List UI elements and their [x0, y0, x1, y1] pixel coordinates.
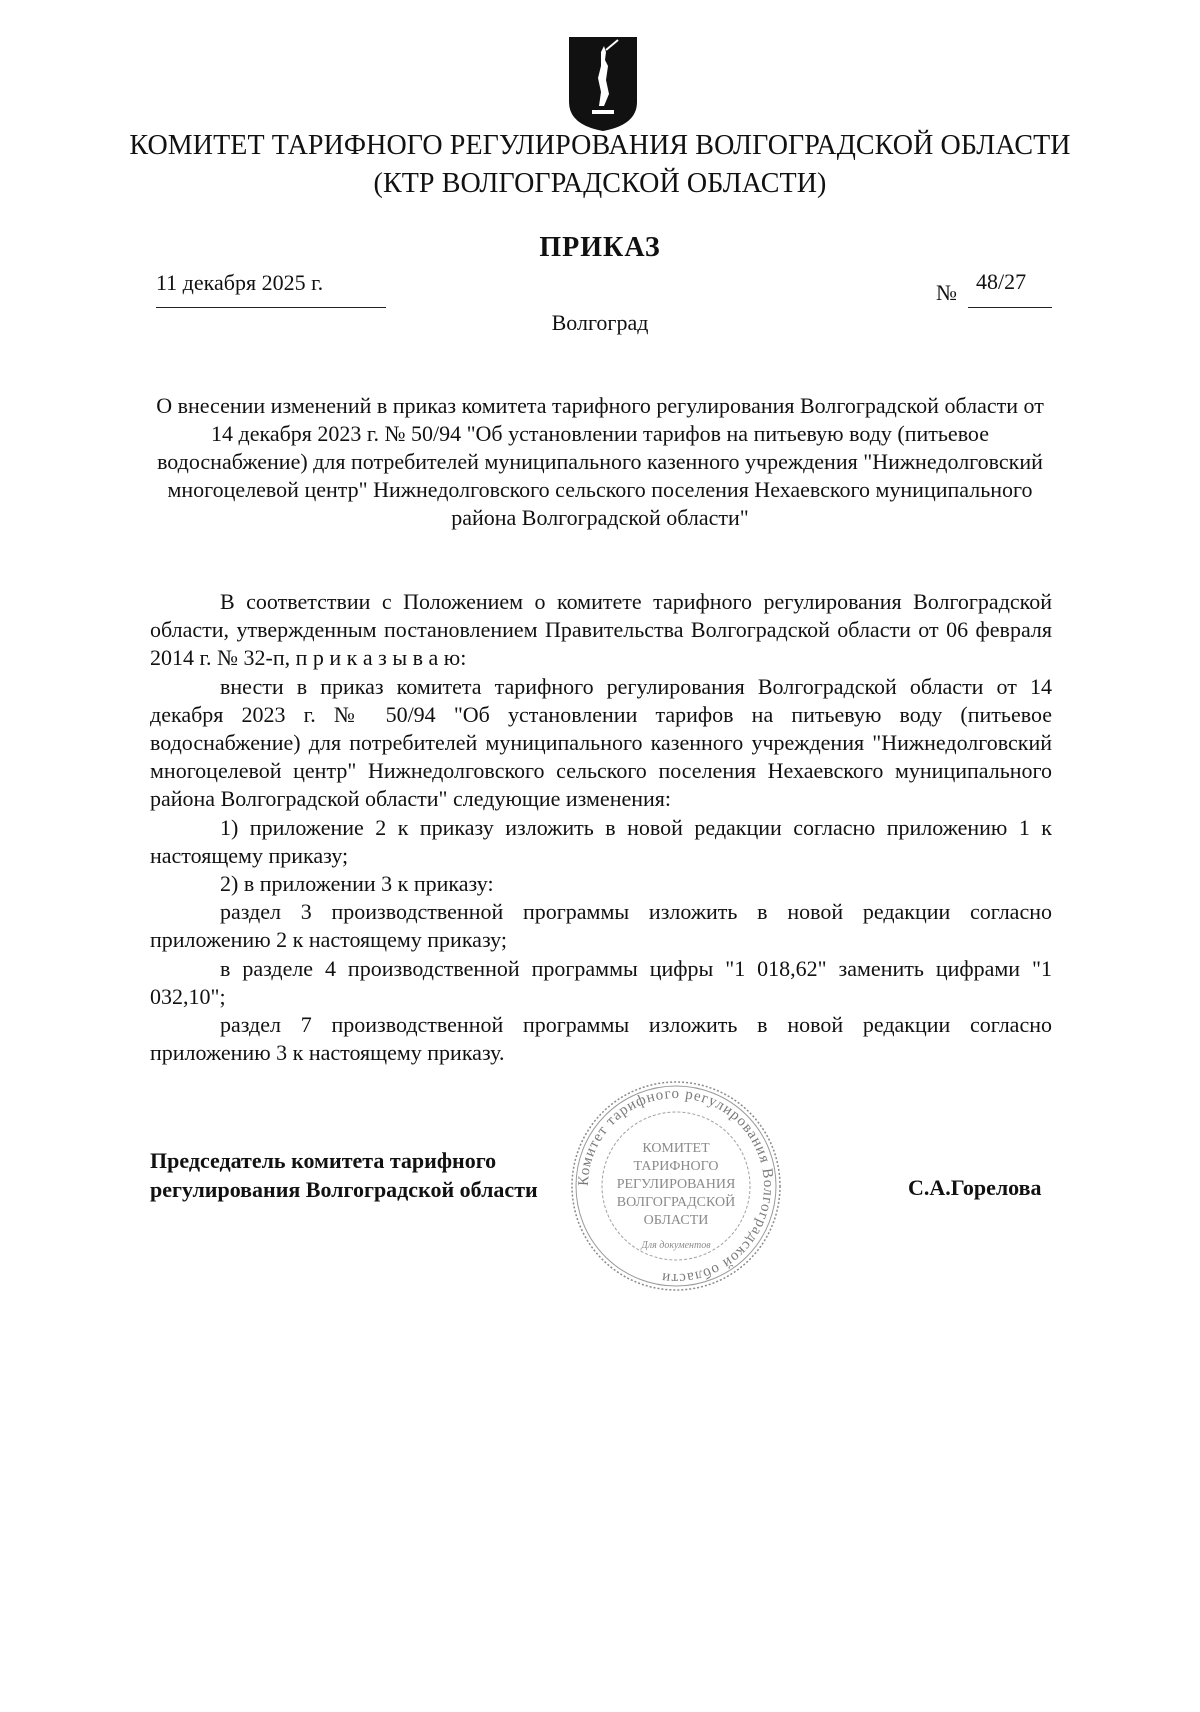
seal-center-text: КОМИТЕТ	[642, 1141, 710, 1156]
signatory-title-line: Председатель комитета тарифного	[150, 1148, 497, 1173]
body-paragraph: внести в приказ комитета тарифного регулирования Волгоградской области от 14 декабря 2023 г. № 50/94 "Об установлении тарифов на питьевую воду (питьевое водоснабжение) для потребителей муниципального казенного учреждения "Нижнедолговский многоцелевой центр" Нижнедолговского сельского поселения Нехаевского муниципального района Волгоградской области" следующие изменения:	[150, 673, 1052, 812]
seal-center-text: ВОЛГОГРАДСКОЙ	[616, 1195, 736, 1210]
seal-center-text: ТАРИФНОГО	[633, 1159, 719, 1174]
signatory-title-line: регулирования Волгоградской области	[150, 1177, 538, 1202]
body-paragraph: раздел 3 производственной программы изложить в новой редакции согласно приложению 2 к настоящему приказу;	[150, 899, 1052, 953]
order-number-label: №	[936, 280, 957, 305]
official-seal-icon	[566, 1076, 786, 1296]
date-underline	[156, 307, 386, 308]
seal-ring-text: Комитет тарифного регулирования Волгоградской области	[575, 1085, 777, 1287]
organization-short-name: (КТР ВОЛГОГРАДСКОЙ ОБЛАСТИ)	[373, 168, 827, 199]
signatory-title	[150, 1146, 538, 1204]
seal-center-text: ОБЛАСТИ	[643, 1213, 709, 1228]
body-paragraph: раздел 7 производственной программы изложить в новой редакции согласно приложению 3 к настоящему приказу.	[150, 1012, 1052, 1066]
body-paragraph: 2) в приложении 3 к приказу:	[220, 871, 494, 897]
organization-name: КОМИТЕТ ТАРИФНОГО РЕГУЛИРОВАНИЯ ВОЛГОГРАДСКОЙ ОБЛАСТИ	[129, 130, 1071, 161]
body-paragraph: 1) приложение 2 к приказу изложить в новой редакции согласно приложению 1 к настоящему приказу;	[150, 814, 1052, 868]
order-subject: О внесении изменений в приказ комитета тарифного регулирования Волгоградской области от 14 декабря 2023 г. № 50/94 "Об установлении тарифов на питьевую воду (питьевое водоснабжение) для потребителей муниципального казенного учреждения "Нижнедолговский многоцелевой центр" Нижнедолговского сельского поселения Нехаевского муниципального района Волгоградской области"	[156, 393, 1044, 530]
order-number: 48/27	[976, 269, 1027, 294]
order-date: 11 декабря 2025 г.	[156, 270, 324, 295]
signatory-name: С.А.Горелова	[908, 1175, 1042, 1200]
order-city: Волгоград	[551, 310, 649, 335]
order-body	[150, 588, 1052, 1067]
body-paragraph: в разделе 4 производственной программы цифры "1 018,62" заменить цифрами "1 032,10";	[150, 955, 1052, 1009]
volgograd-coat-of-arms-icon	[568, 36, 638, 132]
body-paragraph: В соответствии с Положением о комитете тарифного регулирования Волгоградской области, утвержденным постановлением Правительства Волгоградской области от 06 февраля 2014 г. № 32-п, п р и к а з ы в а ю:	[150, 589, 1052, 671]
document-type: ПРИКАЗ	[539, 232, 661, 263]
number-underline	[968, 307, 1052, 308]
seal-bottom-text: Для документов	[641, 1240, 711, 1251]
seal-center-text: РЕГУЛИРОВАНИЯ	[616, 1177, 736, 1192]
